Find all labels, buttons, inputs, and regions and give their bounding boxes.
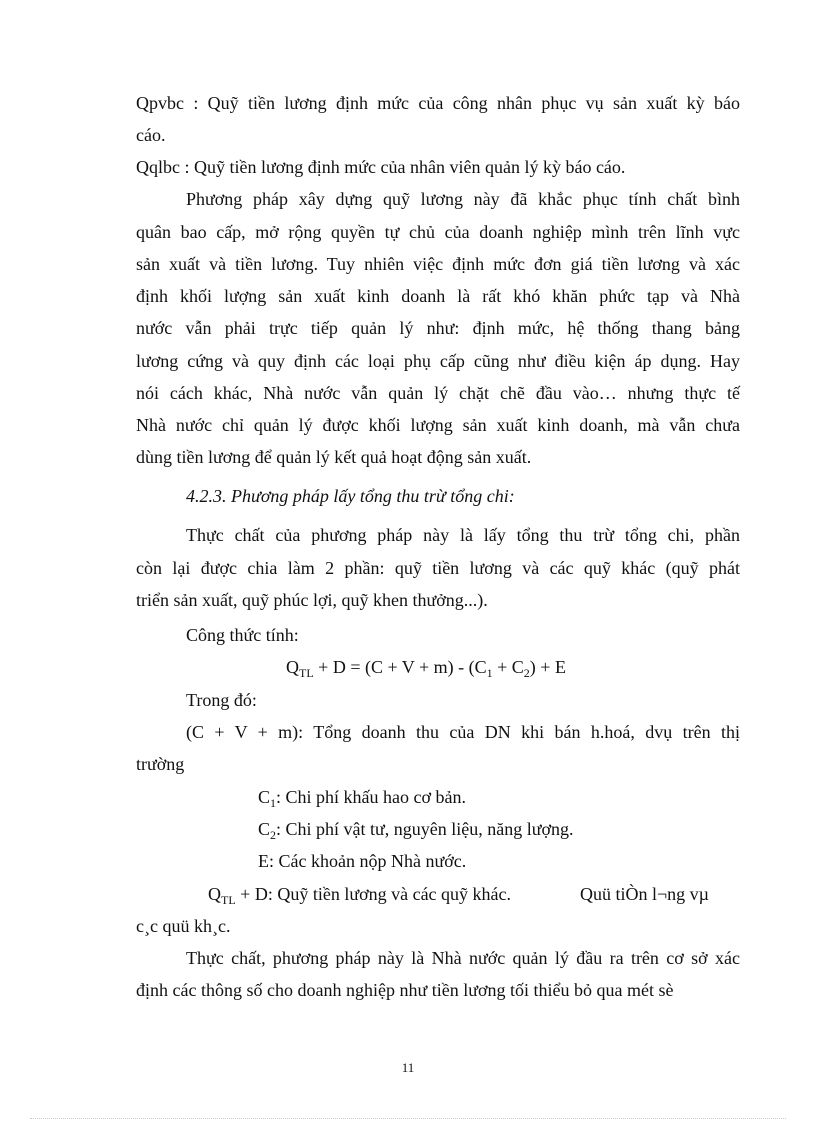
bottom-divider [30, 1118, 786, 1119]
text-line: Phương pháp xây dựng quỹ lương này đã khắc phục tính chất bình [186, 189, 740, 209]
text-line: cáo. [136, 125, 166, 145]
text-line: trường [136, 754, 185, 774]
text-line: quân bao cấp, mở rộng quyền tự chủ của doanh nghiệp mình trên lĩnh vực [136, 222, 740, 242]
symbol-subscript: 2 [270, 828, 277, 842]
formula-q: Q [286, 657, 299, 677]
symbol: C [258, 787, 271, 807]
text-line: Trong đó: [186, 690, 257, 710]
text-line: Nhà nước chỉ quản lý được khối lượng sản xuất kinh doanh, mà vẫn chưa [136, 415, 740, 435]
text-line: dùng tiền lương để quản lý kết quả hoạt động sản xuất. [136, 447, 532, 467]
definition-qtl [208, 883, 511, 911]
text-line: Qqlbc : Quỹ tiền lương định mức của nhân viên quản lý kỳ báo cáo. [136, 157, 626, 177]
text-line: còn lại được chia làm 2 phần: quỹ tiền lương và các quỹ khác (quỹ phát [136, 558, 740, 578]
text-line: triển sản xuất, quỹ phúc lợi, quỹ khen thưởng...). [136, 590, 488, 610]
definition-text: : Chi phí khấu hao cơ bản. [276, 787, 466, 807]
text-line: định các thông số cho doanh nghiệp như tiền lương tối thiểu bỏ qua mét sè [136, 980, 674, 1000]
text-line: định khối lượng sản xuất kinh doanh là rất khó khăn phức tạp và Nhà [136, 286, 740, 306]
text-line: nói cách khác, Nhà nước vẫn quản lý chặt chẽ đầu vào… nhưng thực tế [136, 383, 740, 403]
symbol-subscript: TL [221, 893, 236, 907]
page-number: 11 [401, 1060, 415, 1075]
text-line: nước vẫn phải trực tiếp quản lý như: định mức, hệ thống thang bảng [136, 318, 740, 338]
text-line: Thực chất của phương pháp này là lấy tổng thu trừ tổng chi, phần [186, 525, 740, 545]
formula-part: + C [492, 657, 524, 677]
text-line: lương cứng và quy định các loại phụ cấp cũng như điều kiện áp dụng. Hay [136, 351, 740, 371]
symbol: Q [208, 884, 221, 904]
formula-subscript: TL [299, 666, 314, 680]
text-line: Thực chất, phương pháp này là Nhà nước quản lý đầu ra trên cơ sở xác [186, 948, 740, 968]
formula [286, 656, 566, 684]
text-line: Công thức tính: [186, 625, 299, 645]
definition-e: E: Các khoản nộp Nhà nước. [258, 851, 467, 871]
text-line: (C + V + m): Tổng doanh thu của DN khi bán h.hoá, dvụ trên thị [186, 722, 740, 742]
symbol: C [258, 819, 271, 839]
definition-c2 [258, 818, 574, 846]
garbled-text: c¸c quü kh¸c. [136, 916, 231, 936]
definition-text: : Chi phí vật tư, nguyên liệu, năng lượng. [276, 819, 574, 839]
garbled-text: Quü tiÒn l¬ng vµ [580, 884, 710, 904]
formula-part: ) + E [529, 657, 566, 677]
text-line: sản xuất và tiền lương. Tuy nhiên việc định mức đơn giá tiền lương và xác [136, 254, 740, 274]
text-line: Qpvbc : Quỹ tiền lương định mức của công nhân phục vụ sản xuất kỳ báo [136, 93, 740, 113]
section-heading: 4.2.3. Phương pháp lấy tổng thu trừ tổng chi: [186, 486, 515, 506]
symbol-subscript: 1 [270, 796, 277, 810]
definition-c1 [258, 786, 466, 814]
formula-subscript: 2 [523, 666, 530, 680]
formula-subscript: 1 [486, 666, 493, 680]
formula-part: + D = (C + V + m) - (C [313, 657, 487, 677]
definition-text: + D: Quỹ tiền lương và các quỹ khác. [235, 884, 512, 904]
